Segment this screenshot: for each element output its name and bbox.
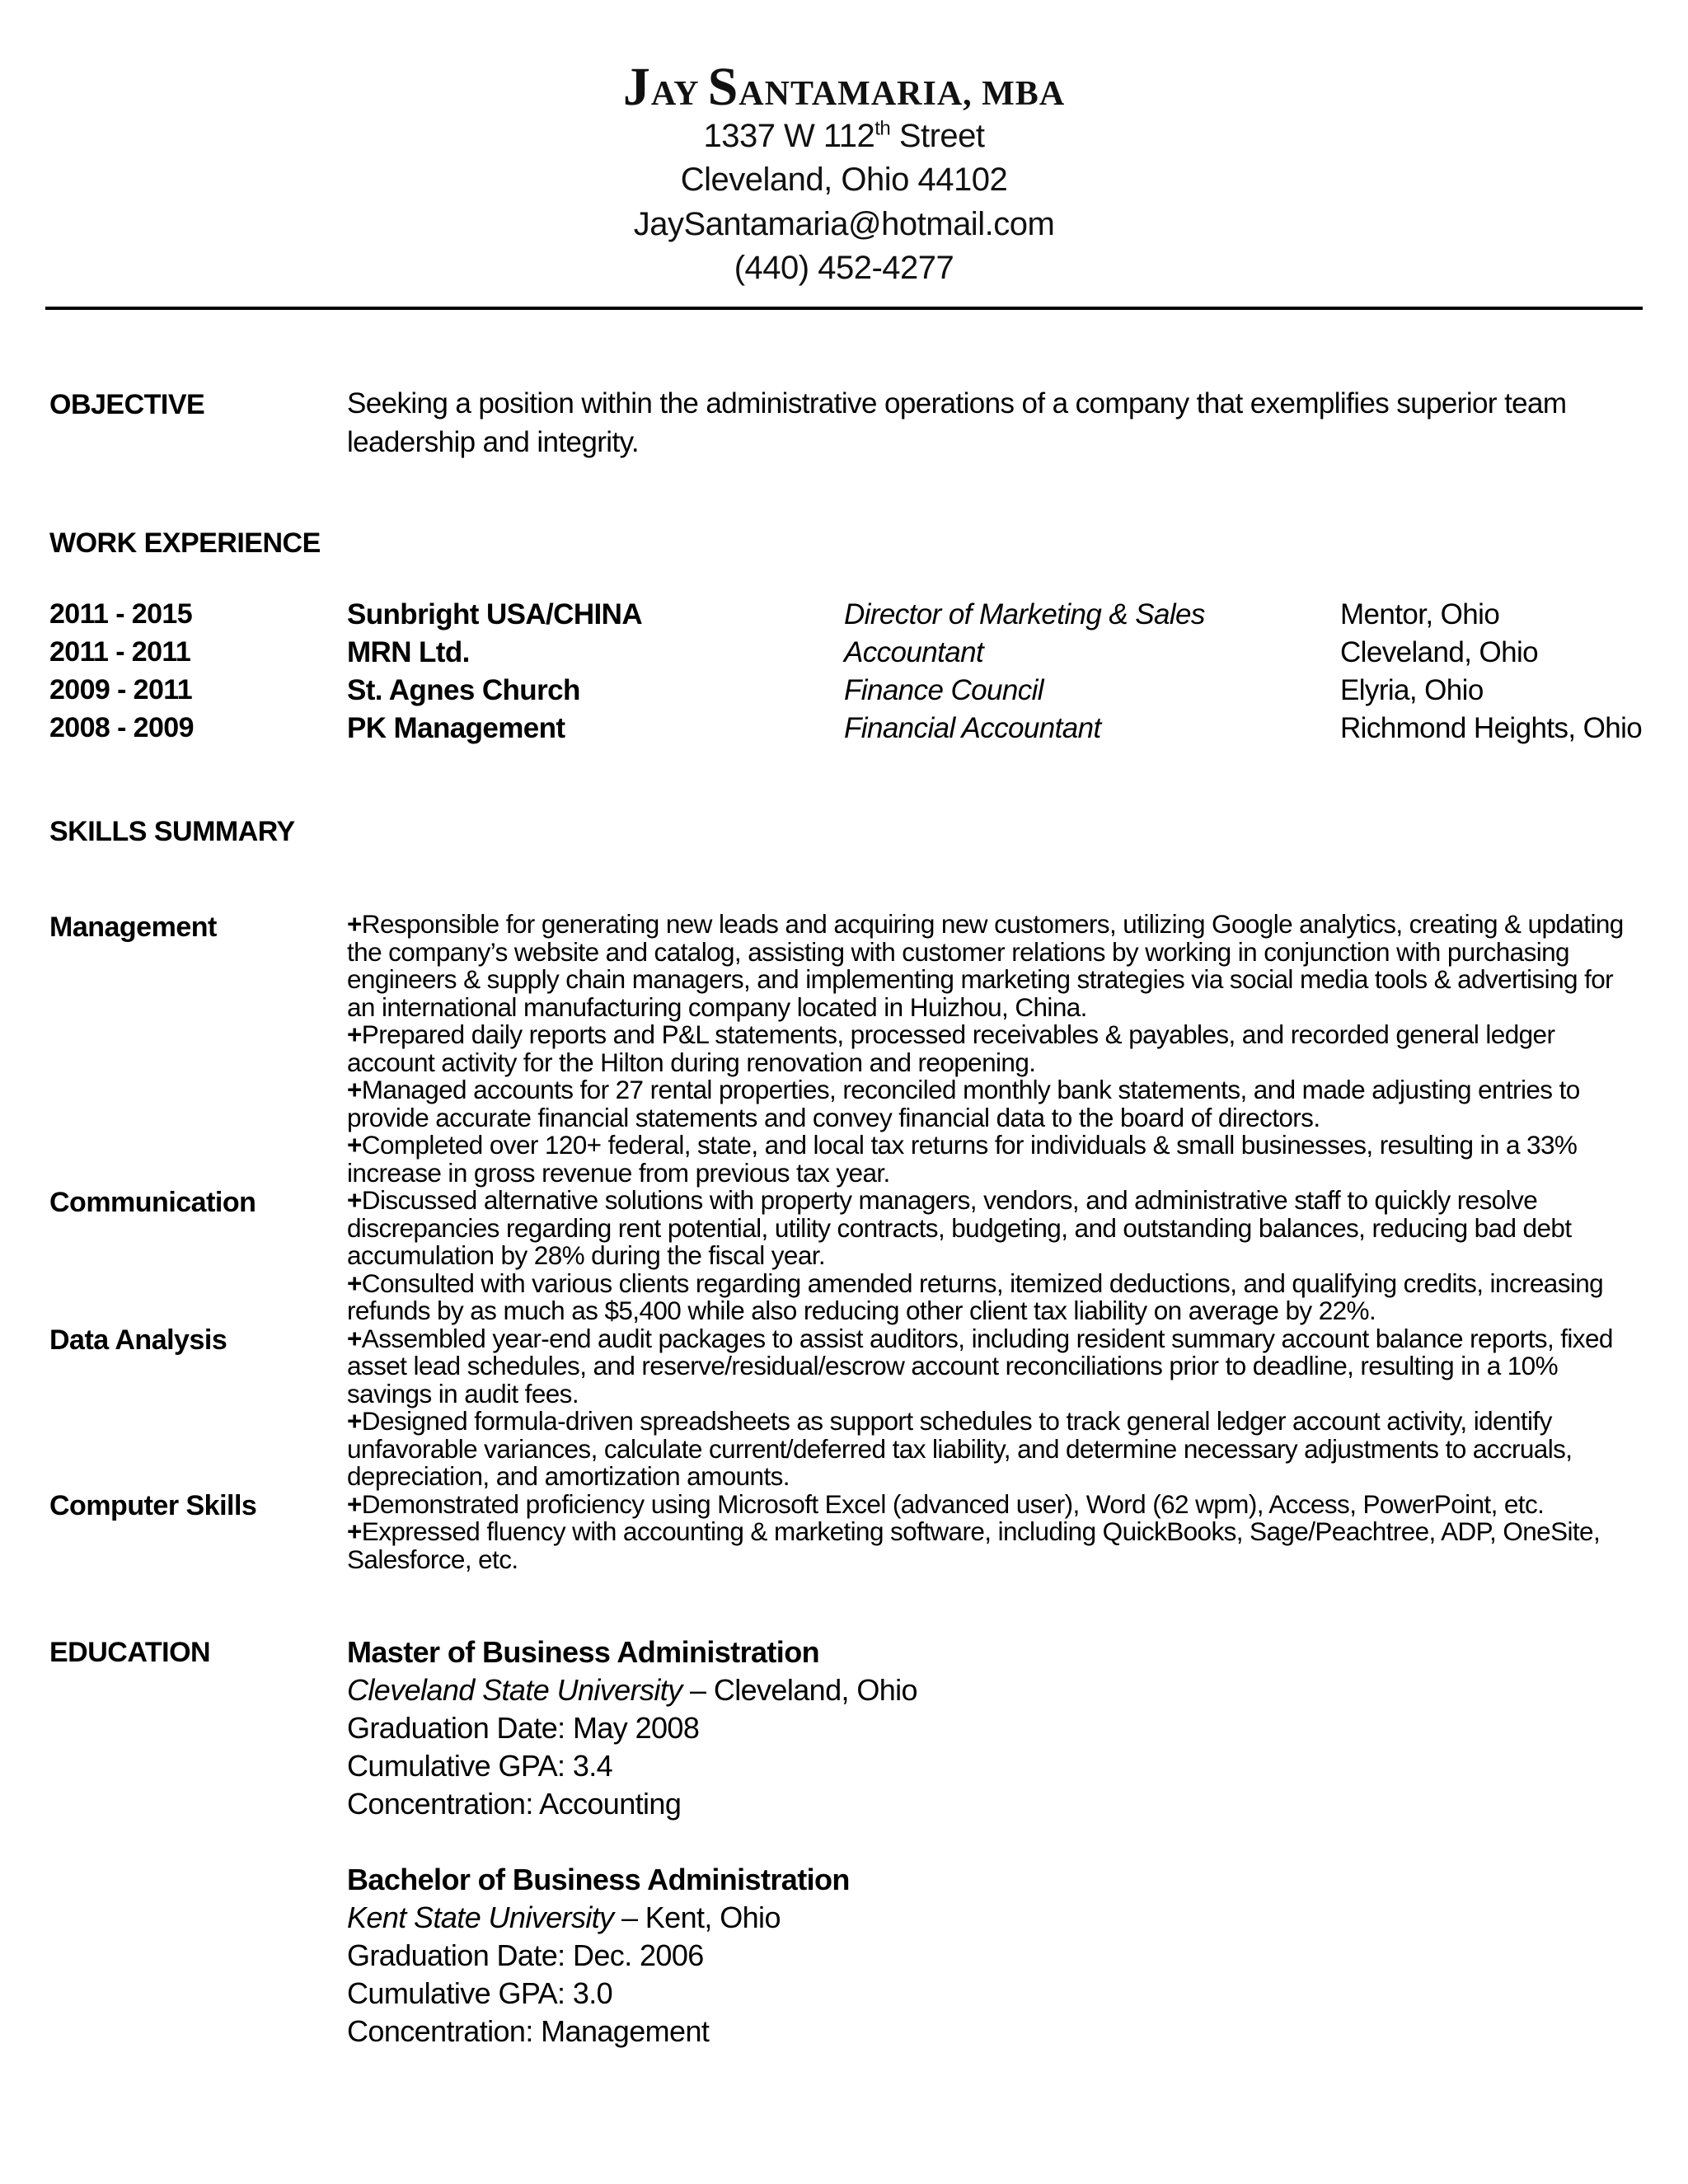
- skill-text: Managed accounts for 27 rental properties, reconciled monthly bank statements, and made adjusting entries to: [361, 1075, 1580, 1104]
- objective-heading: OBJECTIVE: [49, 389, 205, 420]
- skill-line: Salesforce, etc.: [347, 1544, 518, 1574]
- name-initial-last: S: [707, 57, 739, 117]
- skill-line: [347, 1325, 1633, 1353]
- name-last-rest: ANTAMARIA, MBA: [738, 75, 1066, 113]
- work-location: Elyria, Ohio: [1340, 674, 1484, 706]
- skill-label-computer-skills: Computer Skills: [49, 1490, 257, 1521]
- header-divider: [45, 307, 1643, 310]
- work-years: 2011 - 2011: [49, 636, 191, 668]
- work-company: Sunbright USA/CHINA: [347, 598, 643, 630]
- bullet-plus: +: [347, 1185, 362, 1215]
- skill-line: refunds by as much as $5,400 while also reducing other client tax liability on average by 22%.: [347, 1296, 1376, 1325]
- bullet-plus: +: [347, 909, 362, 939]
- skill-line: [347, 1132, 1633, 1160]
- street-superscript: th: [874, 117, 891, 140]
- bullet-plus: +: [347, 1516, 362, 1546]
- skill-text: Completed over 120+ federal, state, and local tax returns for individuals & small businesses, resulting in a 33%: [361, 1130, 1578, 1160]
- school-line: [347, 1673, 917, 1708]
- school-name: Kent State University: [347, 1900, 614, 1934]
- work-company: MRN Ltd.: [347, 636, 470, 668]
- skill-text: Designed formula-driven spreadsheets as support schedules to track general ledger account activity, identify: [361, 1406, 1552, 1436]
- skill-text: Prepared daily reports and P&L statements, processed receivables & payables, and recorded general ledger: [361, 1019, 1555, 1049]
- skill-text: Responsible for generating new leads and acquiring new customers, utilizing Google analytics, creating & updating: [361, 909, 1624, 939]
- bullet-plus: +: [347, 1323, 362, 1353]
- skill-line: discrepancies regarding rent potential, utility contracts, budgeting, and outstanding balances, reducing bad debt: [347, 1212, 1572, 1243]
- graduation-date: Graduation Date: May 2008: [347, 1711, 700, 1745]
- objective-line-2: leadership and integrity.: [347, 426, 640, 458]
- work-years: 2011 - 2015: [49, 598, 193, 630]
- school-place: – Cleveland, Ohio: [682, 1673, 917, 1707]
- skill-label-management: Management: [49, 912, 217, 943]
- skills-summary-heading: SKILLS SUMMARY: [49, 816, 295, 847]
- skill-line: [347, 1518, 1633, 1546]
- work-title: Financial Accountant: [844, 712, 1101, 744]
- work-title: Finance Council: [844, 674, 1043, 706]
- street-suffix: Street: [890, 118, 985, 154]
- degree-title: Master of Business Administration: [347, 1635, 819, 1669]
- bullet-plus: +: [347, 1488, 362, 1519]
- work-company: St. Agnes Church: [347, 674, 580, 706]
- skill-line: accumulation by 28% during the fiscal year.: [347, 1240, 826, 1270]
- street-prefix: 1337 W 112: [703, 118, 875, 154]
- objective-line-1: Seeking a position within the administrative operations of a company that exemplifies superior team: [347, 387, 1567, 419]
- work-years: 2009 - 2011: [49, 674, 193, 705]
- school-name: Cleveland State University: [347, 1673, 682, 1707]
- skill-line: [347, 1408, 1633, 1436]
- skill-line: [347, 1488, 1633, 1519]
- work-title: Accountant: [844, 636, 984, 668]
- bullet-plus: +: [347, 1130, 362, 1160]
- skill-line: [347, 1021, 1633, 1049]
- concentration: Concentration: Management: [347, 2014, 710, 2048]
- skill-line: depreciation, and amortization amounts.: [347, 1461, 790, 1491]
- skill-line: asset lead schedules, and reserve/residual/escrow account reconciliations prior to deadline, resulting in a 10%: [347, 1351, 1559, 1380]
- work-experience-heading: WORK EXPERIENCE: [49, 527, 321, 559]
- phone-number: (440) 452-4277: [734, 250, 954, 286]
- street-address: [0, 118, 1688, 155]
- skill-line: provide accurate financial statements and convey financial data to the board of directors.: [347, 1102, 1320, 1132]
- school-line: [347, 1900, 781, 1935]
- education-heading: EDUCATION: [49, 1637, 211, 1668]
- skill-label-data-analysis: Data Analysis: [49, 1324, 227, 1356]
- skill-line: the company’s website and catalog, assisting with customer relations by working in conjunction with purchasing: [347, 936, 1569, 967]
- skill-line: engineers & supply chain managers, and implementing marketing strategies via social media tools & advertising for: [347, 964, 1614, 994]
- candidate-name: [0, 56, 1688, 119]
- skill-line: increase in gross revenue from previous tax year.: [347, 1157, 890, 1188]
- skill-text: Consulted with various clients regarding amended returns, itemized deductions, and qualifying credits, increasing: [361, 1268, 1604, 1298]
- skill-line: [347, 1270, 1633, 1298]
- skill-label-communication: Communication: [49, 1187, 256, 1218]
- work-location: Mentor, Ohio: [1340, 598, 1500, 630]
- skill-text: Assembled year-end audit packages to assist auditors, including resident summary account balance reports, fixed: [361, 1323, 1613, 1353]
- work-location: Richmond Heights, Ohio: [1340, 712, 1643, 744]
- name-initial-first: J: [622, 57, 651, 117]
- skill-line: account activity for the Hilton during renovation and reopening.: [347, 1047, 1036, 1077]
- bullet-plus: +: [347, 1019, 362, 1049]
- city-line: Cleveland, Ohio 44102: [680, 162, 1008, 198]
- skills-text-block: [347, 911, 1633, 1573]
- skill-line: [347, 1076, 1633, 1104]
- cumulative-gpa: Cumulative GPA: 3.4: [347, 1749, 613, 1783]
- school-place: – Kent, Ohio: [613, 1900, 781, 1934]
- graduation-date: Graduation Date: Dec. 2006: [347, 1938, 704, 1972]
- concentration: Concentration: Accounting: [347, 1787, 682, 1821]
- bullet-plus: +: [347, 1406, 362, 1436]
- skill-text: Discussed alternative solutions with property managers, vendors, and administrative staff to quickly resolve: [361, 1185, 1538, 1215]
- bullet-plus: +: [347, 1075, 362, 1104]
- email-address: JaySantamaria@hotmail.com: [633, 206, 1055, 242]
- skill-line: [347, 911, 1633, 939]
- skill-line: an international manufacturing company located in Huizhou, China.: [347, 991, 1087, 1022]
- bullet-plus: +: [347, 1268, 362, 1298]
- skill-line: savings in audit fees.: [347, 1378, 579, 1408]
- skill-line: [347, 1187, 1633, 1215]
- work-company: PK Management: [347, 712, 565, 744]
- skill-text: Demonstrated proficiency using Microsoft Excel (advanced user), Word (62 wpm), Access, PowerPoint, etc.: [361, 1488, 1545, 1519]
- skill-text: Expressed fluency with accounting & marketing software, including QuickBooks, Sage/Peachtree, ADP, OneSite,: [361, 1516, 1601, 1546]
- work-location: Cleveland, Ohio: [1340, 636, 1539, 668]
- work-years: 2008 - 2009: [49, 712, 194, 743]
- name-first-rest: AY: [650, 75, 708, 113]
- skill-line: unfavorable variances, calculate current/deferred tax liability, and determine necessary adjustments to accruals,: [347, 1433, 1573, 1464]
- cumulative-gpa: Cumulative GPA: 3.0: [347, 1976, 613, 2010]
- degree-title: Bachelor of Business Administration: [347, 1863, 850, 1896]
- work-title: Director of Marketing & Sales: [844, 598, 1205, 630]
